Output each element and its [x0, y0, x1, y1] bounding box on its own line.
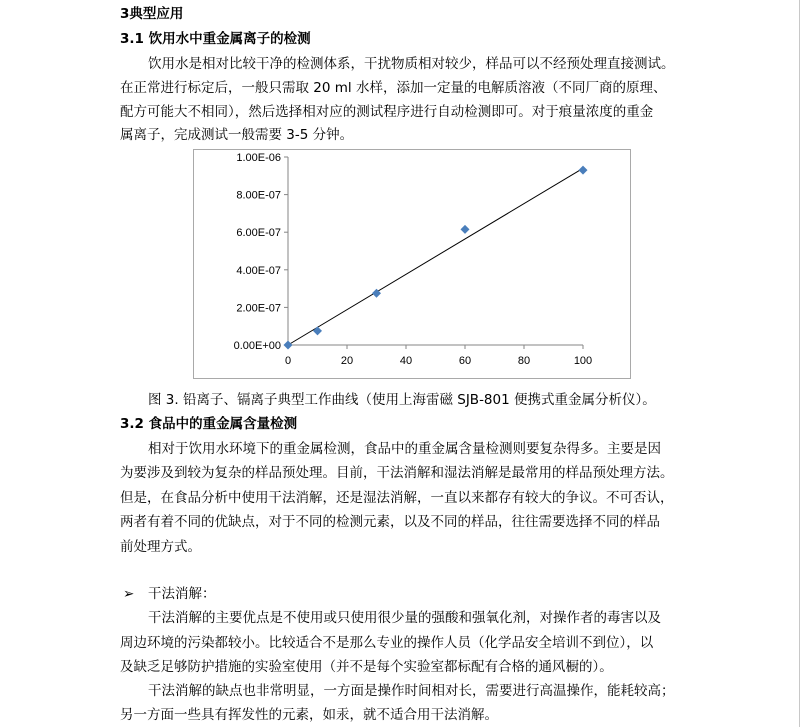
paragraph-line: 及缺乏足够防护措施的实验室使用（并不是每个实验室都标配有合格的通风橱的）。	[120, 659, 613, 675]
x-tick-label: 100	[573, 355, 593, 367]
paragraph-line: 饮用水是相对比较干净的检测体系，干扰物质相对较少，样品可以不经预处理直接测试。	[148, 56, 675, 72]
x-tick-label: 60	[458, 355, 472, 367]
paragraph-line: 干法消解的主要优点是不使用或只使用很少量的强酸和强氧化剂，对操作者的毒害以及	[148, 610, 661, 626]
x-tick-label: 0	[284, 355, 292, 367]
bullet-label: 干法消解：	[148, 586, 216, 602]
paragraph-line: 干法消解的缺点也非常明显，一方面是操作时间相对长，需要进行高温操作，能耗较高；	[148, 683, 675, 699]
x-tick-label: 80	[517, 355, 531, 367]
calibration-chart	[193, 149, 631, 379]
paragraph-line: 相对于饮用水环境下的重金属检测，食品中的重金属含量检测则要复杂得多。主要是因	[148, 441, 661, 457]
figure-caption: 图 3. 铅离子、镉离子典型工作曲线（使用上海雷磁 SJB-801 便携式重金属分析仪）。	[148, 392, 656, 408]
paragraph-line: 周边环境的污染都较小。比较适合不是那么专业的操作人员（化学品安全培训不到位），以	[120, 635, 654, 651]
bullet-arrow-icon: ➢	[123, 586, 135, 602]
data-point	[461, 225, 470, 234]
y-tick-label: 6.00E-07	[236, 227, 281, 240]
data-point	[284, 341, 293, 350]
paragraph-line: 两者有着不同的优缺点，对于不同的检测元素，以及不同的样品，往往需要选择不同的样品	[120, 514, 660, 530]
data-point	[579, 166, 588, 175]
y-tick-label: 8.00E-07	[236, 189, 281, 202]
x-tick-label: 40	[399, 355, 413, 367]
paragraph-line: 配方可能大不相同），然后选择相对应的测试程序进行自动检测即可。对于痕量浓度的重金	[120, 104, 654, 120]
paragraph-line: 在正常进行标定后，一般只需取 20 ml 水样，添加一定量的电解质溶液（不同厂商的原理、	[120, 80, 667, 96]
main-heading: 3典型应用	[120, 6, 184, 22]
chart-marks	[284, 166, 588, 350]
paragraph-line: 但是，在食品分析中使用干法消解，还是湿法消解，一直以来都存有较大的争议。不可否认，	[120, 490, 674, 506]
paragraph-line: 另一方面一些具有挥发性的元素，如汞，就不适合用干法消解。	[120, 707, 498, 723]
section-3-1-heading: 3.1 饮用水中重金属离子的检测	[120, 31, 311, 47]
section-3-2-heading: 3.2 食品中的重金属含量检测	[120, 416, 298, 432]
chart-tick-labels	[234, 152, 593, 367]
y-tick-label: 0.00E+00	[233, 340, 281, 352]
paragraph-line: 为要涉及到较为复杂的样品预处理。目前，干法消解和湿法消解是最常用的样品预处理方法。	[120, 465, 674, 481]
trendline	[288, 168, 583, 345]
y-tick-label: 2.00E-07	[236, 302, 281, 315]
y-tick-label: 4.00E-07	[236, 264, 281, 277]
page-right-border	[799, 0, 800, 727]
data-point	[313, 326, 322, 335]
paragraph-line: 前处理方式。	[120, 539, 201, 555]
paragraph-line: 属离子，完成测试一般需要 3-5 分钟。	[120, 127, 354, 143]
x-tick-label: 20	[340, 355, 354, 367]
y-tick-label: 1.00E-06	[236, 152, 281, 164]
chart-svg	[194, 150, 630, 378]
